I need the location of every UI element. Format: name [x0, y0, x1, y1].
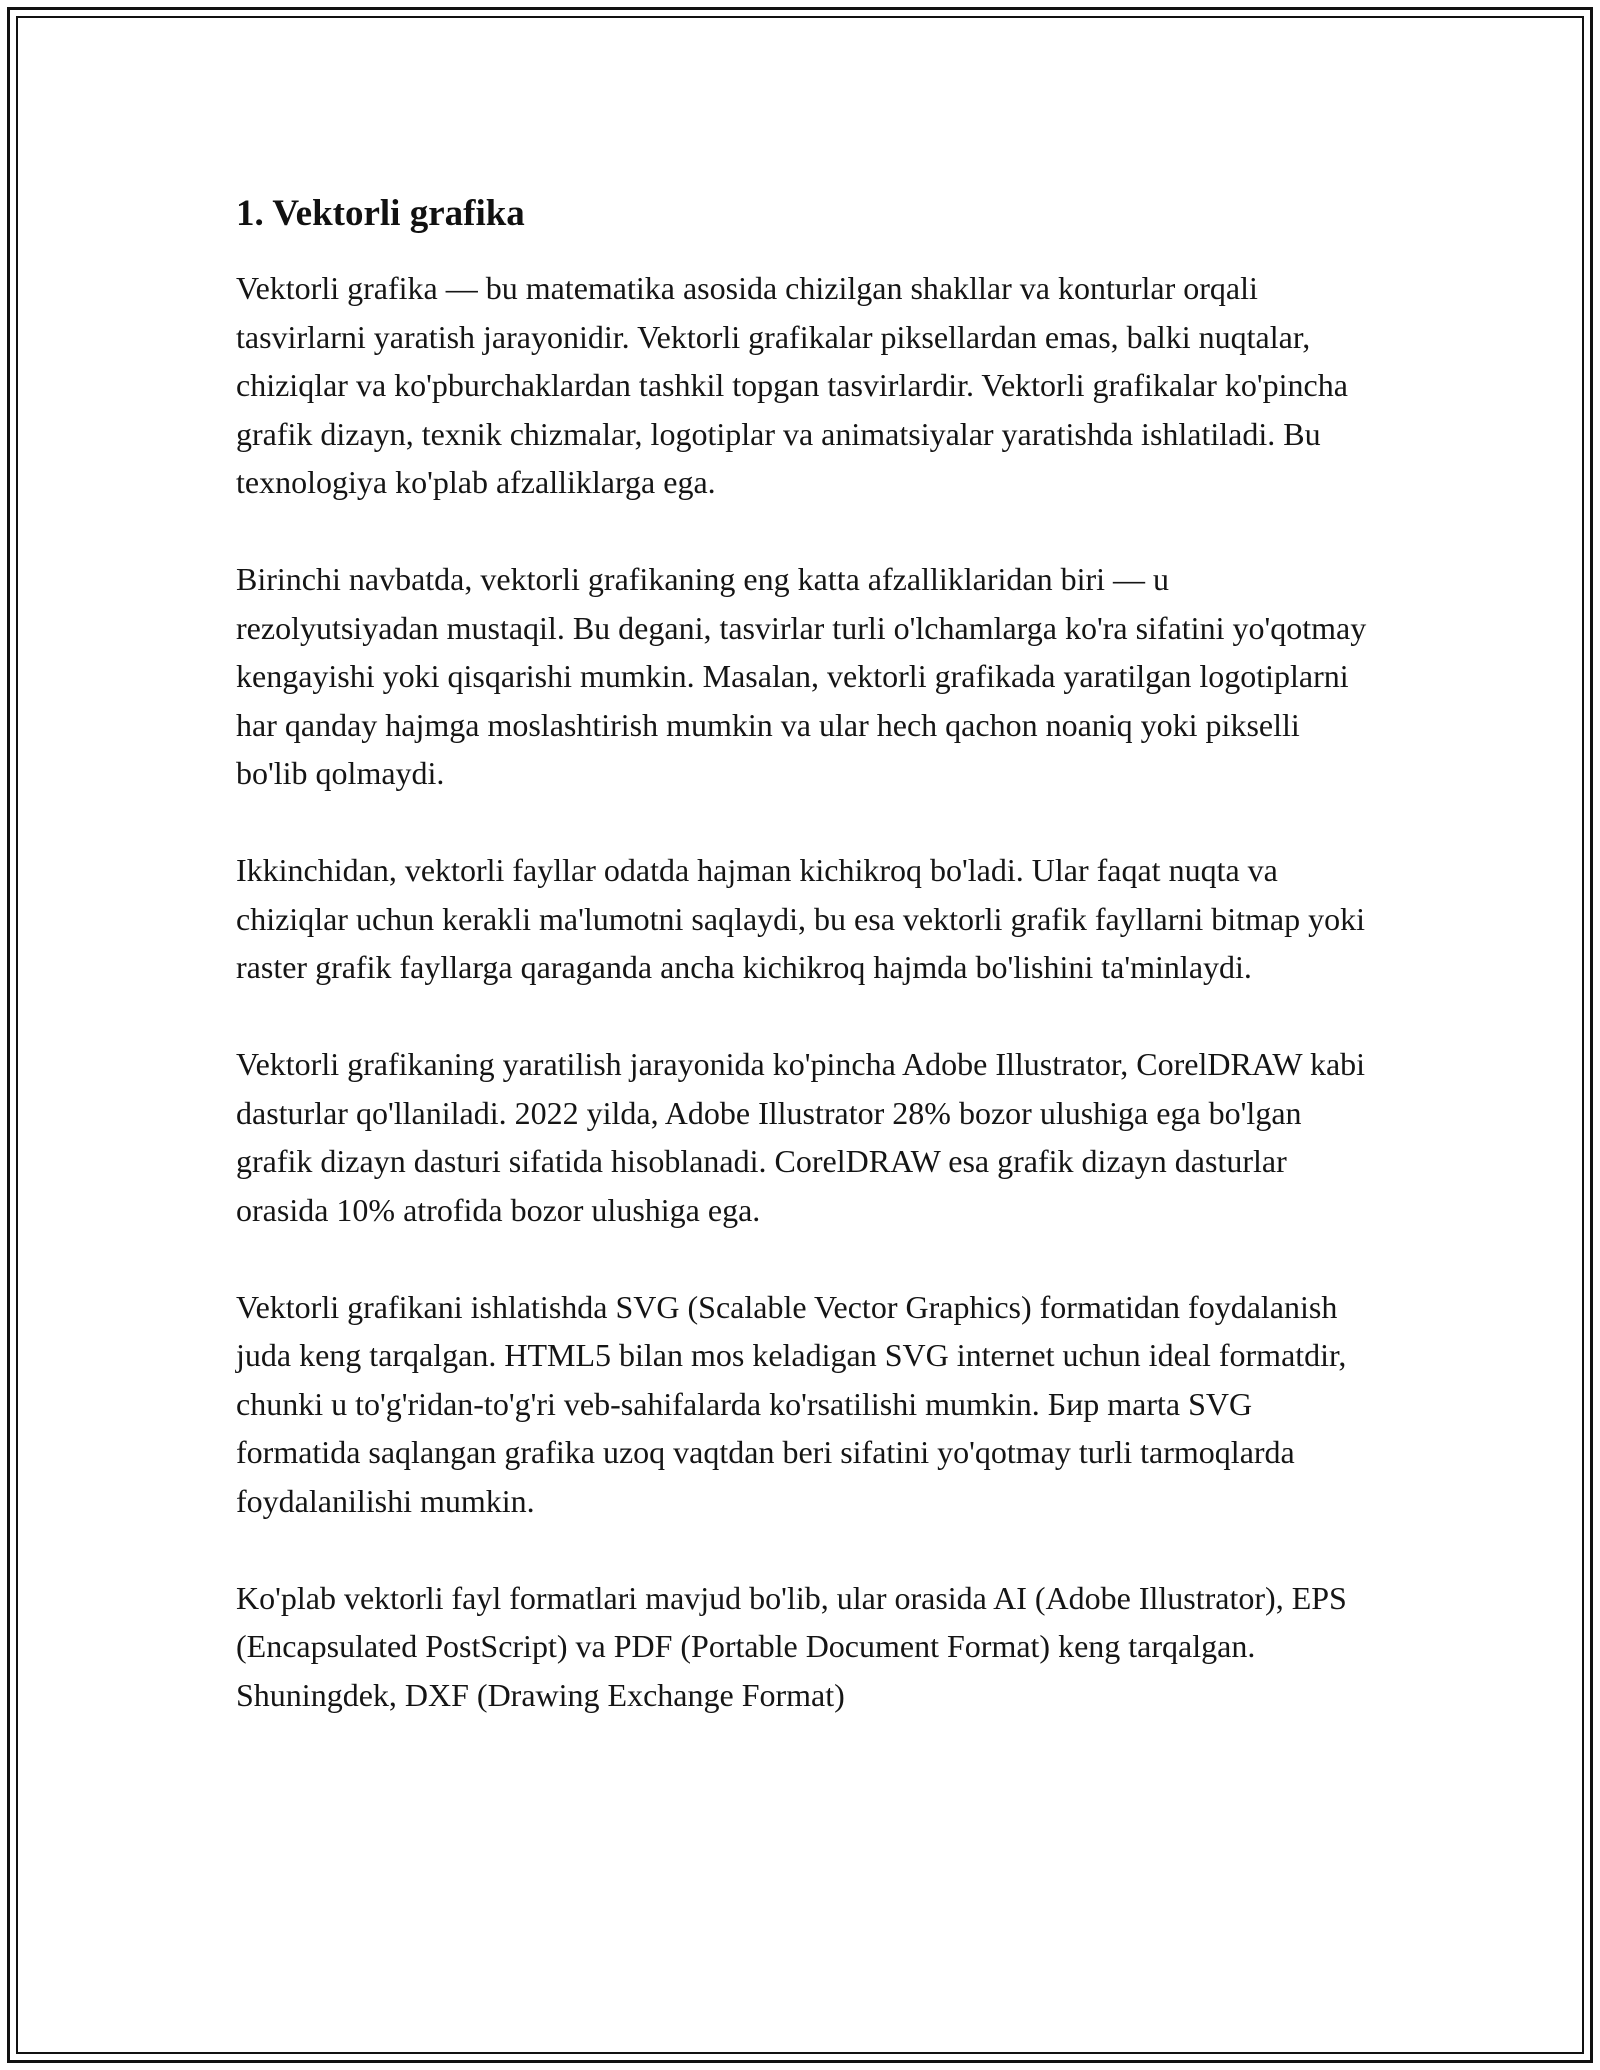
- document-body: [236, 190, 1376, 1768]
- paragraph-4: Vektorli grafikaning yaratilish jarayonida ko'pincha Adobe Illustrator, CorelDRAW kabi dasturlar qo'llaniladi. 2022 yilda, Adobe Illustrator 28% bozor ulushiga ega bo'lgan grafik dizayn dasturi sifatida hisoblanadi. CorelDRAW esa grafik dizayn dasturlar orasida 10% atrofida bozor ulushiga ega.: [236, 1046, 1366, 1228]
- paragraph-1: Vektorli grafika — bu matematika asosida chizilgan shakllar va konturlar orqali tasvirlarni yaratish jarayonidir. Vektorli grafikalar piksellardan emas, balki nuqtalar, chiziqlar va ko'pburchaklardan tashkil topgan tasvirlardir. Vektorli grafikalar ko'pincha grafik dizayn, texnik chizmalar, logotiplar va animatsiyalar yaratishda ishlatiladi. Bu texnologiya ko'plab afzalliklarga ega.: [236, 270, 1348, 500]
- paragraph-3: Ikkinchidan, vektorli fayllar odatda hajman kichikroq bo'ladi. Ular faqat nuqta va chiziqlar uchun kerakli ma'lumotni saqlaydi, bu esa vektorli grafik fayllarni bitmap yoki raster grafik fayllarga qaraganda ancha kichikroq hajmda bo'lishini ta'minlaydi.: [236, 852, 1365, 985]
- section-heading: 1. Vektorli grafika: [236, 193, 525, 234]
- paragraph-6: Ko'plab vektorli fayl formatlari mavjud bo'lib, ular orasida AI (Adobe Illustrator), EPS (Encapsulated PostScript) va PDF (Portable Document Format) keng tarqalgan. Shuningdek, DXF (Drawing Exchange Format): [236, 1579, 1347, 1713]
- paragraph-2: Birinchi navbatda, vektorli grafikaning eng katta afzalliklaridan biri — u rezolyutsiyadan mustaqil. Bu degani, tasvirlar turli o'lchamlarga ko'ra sifatini yo'qotmay kengayishi yoki qisqarishi mumkin. Masalan, vektorli grafikada yaratilgan logotiplarni har qanday hajmga moslashtirish mumkin va ular hech qachon noaniq yoki pikselli bo'lib qolmaydi.: [236, 561, 1367, 791]
- paragraph-5: Vektorli grafikani ishlatishda SVG (Scalable Vector Graphics) formatidan foydalanish juda keng tarqalgan. HTML5 bilan mos keladigan SVG internet uchun ideal formatdir, chunki u to'g'ridan-to'g'ri veb-sahifalarda ko'rsatilishi mumkin. Бир marta SVG formatida saqlangan grafika uzoq vaqtdan beri sifatini yo'qotmay turli tarmoqlarda foydalanilishi mumkin.: [236, 1288, 1347, 1519]
